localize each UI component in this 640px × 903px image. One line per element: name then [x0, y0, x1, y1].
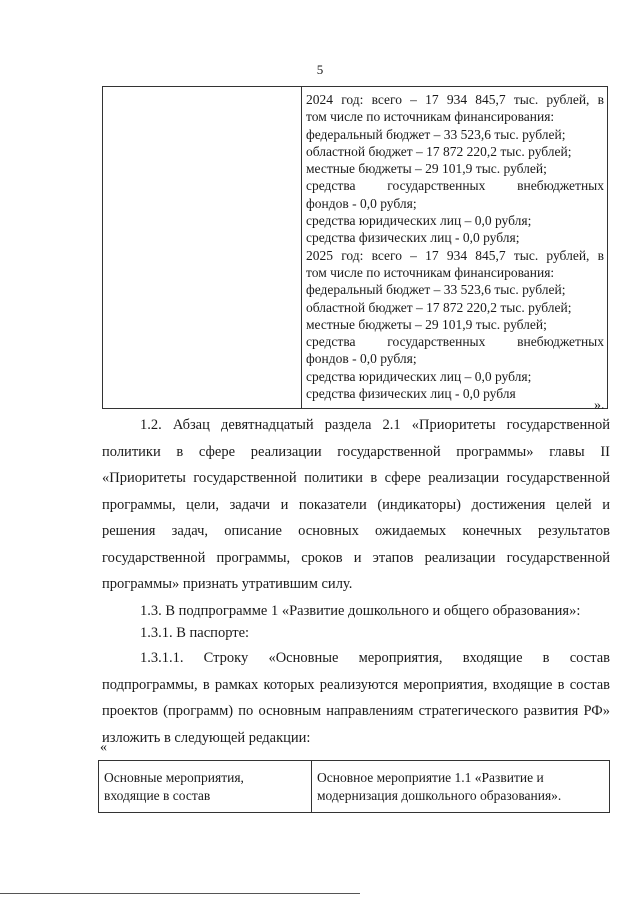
paragraph-line: проектов (программ) по основным направлениям стратегического развития РФ»: [102, 703, 610, 719]
funding-line: том числе по источникам финансирования:: [306, 264, 555, 280]
paragraph-line: политики в сфере реализации государственной программы» главы II: [102, 443, 610, 460]
funding-line: средства юридических лиц – 0,0 рубля;: [306, 213, 532, 229]
paragraph-line: программы» признать утратившим силу.: [102, 576, 353, 592]
funding-table: [102, 86, 608, 409]
funding-line: средства физических лиц - 0,0 рубля;: [306, 230, 520, 246]
events-value-line: Основное мероприятие 1.1 «Развитие и: [317, 770, 544, 785]
funding-line: 2024 год: всего – 17 934 845,7 тыс. рублей, в: [306, 92, 604, 107]
paragraph-1-2: [102, 412, 610, 598]
funding-line: средства государственных внебюджетных: [306, 178, 604, 194]
funding-line: областной бюджет – 17 872 220,2 тыс. рублей;: [306, 299, 572, 315]
paragraph-1-3: 1.3. В подпрограмме 1 «Развитие дошкольного и общего образования»:: [140, 603, 581, 619]
funding-line: местные бюджеты – 29 101,9 тыс. рублей;: [306, 316, 547, 332]
funding-line: том числе по источникам финансирования:: [306, 109, 555, 125]
funding-line: федеральный бюджет – 33 523,6 тыс. рублей;: [306, 282, 566, 298]
paragraph-line: решения задач, описание основных ожидаемых конечных результатов: [102, 523, 610, 539]
funding-line: средства физических лиц - 0,0 рубля: [306, 386, 516, 402]
paragraph-1-3-1-1: [102, 645, 610, 751]
paragraph-line: изложить в следующей редакции:: [102, 729, 311, 746]
paragraph-1-3-1: 1.3.1. В паспорте:: [140, 625, 250, 641]
funding-line: федеральный бюджет – 33 523,6 тыс. рублей;: [306, 126, 566, 142]
funding-line: областной бюджет – 17 872 220,2 тыс. рублей;: [306, 143, 572, 159]
paragraph-line: программы, цели, задачи и показатели (индикаторы) достижения целей и: [102, 496, 610, 513]
funding-line: средства юридических лиц – 0,0 рубля;: [306, 368, 532, 384]
events-label-line: Основные мероприятия,: [104, 770, 244, 785]
funding-table-values-cell: [302, 87, 608, 409]
paragraph-line: 1.2. Абзац девятнадцатый раздела 2.1 «Приоритеты государственной: [140, 417, 610, 433]
events-value-line: модернизация дошкольного образования».: [317, 787, 562, 803]
events-table-value-cell: [312, 761, 610, 813]
open-quote: «: [100, 740, 107, 755]
paragraph-line: подпрограммы, в рамках которых реализуются мероприятия, входящие в состав: [102, 676, 610, 693]
page-number: 5: [316, 62, 324, 77]
funding-line: 2025 год: всего – 17 934 845,7 тыс. рублей, в: [306, 247, 604, 263]
closing-quote: ».: [594, 398, 605, 413]
bottom-rule: [0, 893, 360, 894]
events-label-line: входящие в состав: [104, 787, 211, 803]
paragraph-line: государственной программы, сроков и этапов реализации государственной: [102, 549, 610, 566]
events-table-label-cell: [99, 761, 312, 813]
paragraph-line: «Приоритеты государственной политики в сфере реализации государственной: [102, 470, 610, 486]
funding-line: фондов - 0,0 рубля;: [306, 195, 417, 211]
events-table: [98, 760, 610, 813]
funding-line: фондов - 0,0 рубля;: [306, 351, 417, 367]
funding-line: местные бюджеты – 29 101,9 тыс. рублей;: [306, 161, 547, 177]
funding-line: средства государственных внебюджетных: [306, 334, 604, 350]
funding-table-label-cell: [103, 87, 302, 409]
paragraph-line: 1.3.1.1. Строку «Основные мероприятия, входящие в состав: [140, 650, 610, 666]
